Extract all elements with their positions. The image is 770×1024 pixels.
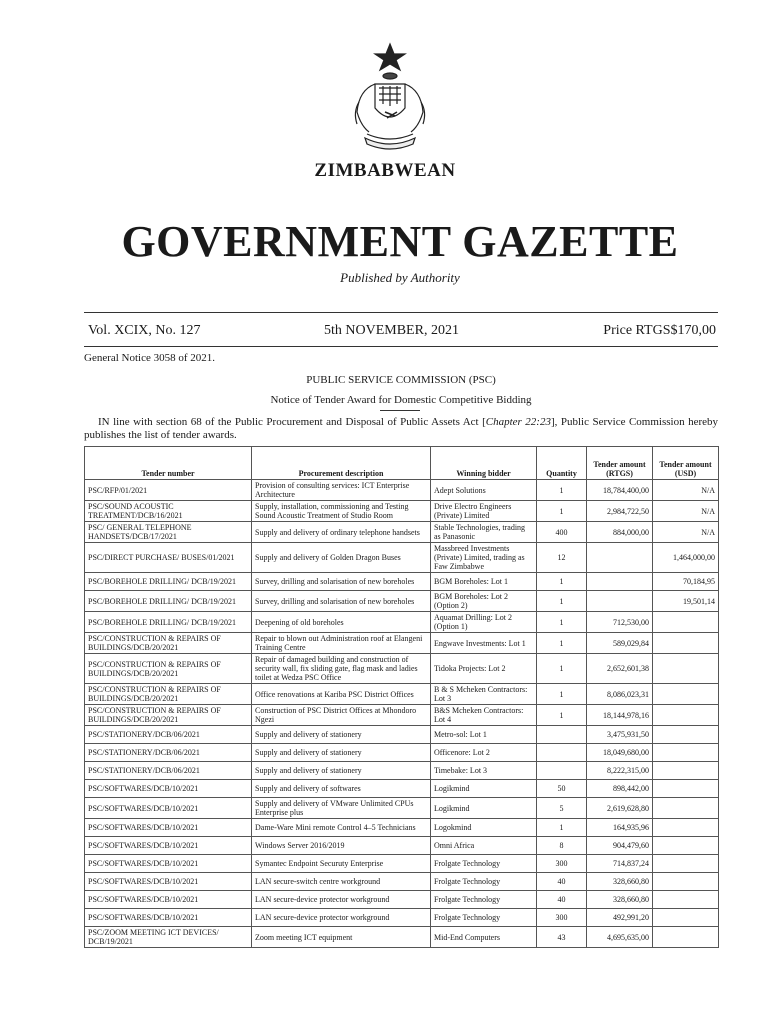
cell-tender-number: PSC/BOREHOLE DRILLING/ DCB/19/2021 [85,573,252,591]
cell-amount-usd [653,612,719,633]
cell-tender-number: PSC/SOFTWARES/DCB/10/2021 [85,798,252,819]
cell-quantity: 1 [537,705,587,726]
cell-tender-number: PSC/SOUND ACOUSTIC TREATMENT/DCB/16/2021 [85,501,252,522]
cell-amount-rtgs: 328,660,80 [587,873,653,891]
cell-amount-usd: N/A [653,522,719,543]
cell-winning-bidder: Logikmind [431,798,537,819]
cell-winning-bidder: Omni Africa [431,837,537,855]
notice-intro-paragraph: IN line with section 68 of the Public Procurement and Disposal of Public Assets Act [Chapter 22:23], Public Service Commission hereby publishes the list of tender awards. [84,416,718,441]
cell-quantity: 400 [537,522,587,543]
cell-tender-number: PSC/BOREHOLE DRILLING/ DCB/19/2021 [85,591,252,612]
cell-amount-usd [653,891,719,909]
cell-quantity: 1 [537,819,587,837]
cell-winning-bidder: BGM Boreholes: Lot 2 (Option 2) [431,591,537,612]
cell-quantity: 1 [537,612,587,633]
cell-description: Office renovations at Kariba PSC District Offices [252,684,431,705]
table-row [85,837,719,855]
cell-quantity: 40 [537,873,587,891]
cell-amount-rtgs: 8,086,023,31 [587,684,653,705]
volume-number: Vol. XCIX, No. 127 [88,323,201,338]
header-description: Procurement description [252,447,431,480]
cell-description: Dame-Ware Mini remote Control 4–5 Technicians [252,819,431,837]
cell-tender-number: PSC/ GENERAL TELEPHONE HANDSETS/DCB/17/2021 [85,522,252,543]
cell-tender-number: PSC/SOFTWARES/DCB/10/2021 [85,837,252,855]
cell-amount-rtgs: 2,984,722,50 [587,501,653,522]
cell-quantity: 300 [537,855,587,873]
cell-winning-bidder: B & S Mcheken Contractors: Lot 3 [431,684,537,705]
cell-description: Survey, drilling and solarisation of new boreholes [252,591,431,612]
table-row [85,927,719,948]
table-row [85,873,719,891]
cell-tender-number: PSC/SOFTWARES/DCB/10/2021 [85,855,252,873]
cell-amount-usd [653,633,719,654]
cell-description: Repair to blown out Administration roof at Elangeni Training Centre [252,633,431,654]
cell-winning-bidder: Timebake: Lot 3 [431,762,537,780]
table-row [85,480,719,501]
masthead-country: ZIMBABWEAN [314,160,456,181]
masthead-top-rule [84,312,718,313]
cell-amount-rtgs: 492,991,20 [587,909,653,927]
cell-amount-usd [653,855,719,873]
table-row [85,855,719,873]
cell-amount-rtgs: 164,935,96 [587,819,653,837]
table-row [85,744,719,762]
table-row [85,612,719,633]
cell-description: Construction of PSC District Offices at Mhondoro Ngezi [252,705,431,726]
cell-amount-usd [653,873,719,891]
cell-amount-usd [653,744,719,762]
cell-amount-usd: 1,464,000,00 [653,543,719,573]
cell-quantity: 1 [537,684,587,705]
table-row [85,654,719,684]
cell-tender-number: PSC/STATIONERY/DCB/06/2021 [85,762,252,780]
table-row [85,684,719,705]
cell-quantity [537,726,587,744]
header-quantity: Quantity [537,447,587,480]
table-row [85,909,719,927]
cell-winning-bidder: Aquamat Drilling: Lot 2 (Option 1) [431,612,537,633]
act-chapter: Chapter 22:23 [485,416,551,428]
issue-date: 5th NOVEMBER, 2021 [324,323,459,338]
cell-description: Survey, drilling and solarisation of new boreholes [252,573,431,591]
notice-title: Notice of Tender Award for Domestic Competitive Bidding [270,394,532,406]
cell-tender-number: PSC/SOFTWARES/DCB/10/2021 [85,873,252,891]
table-row [85,591,719,612]
cell-amount-usd [653,705,719,726]
cell-amount-rtgs: 712,530,00 [587,612,653,633]
cell-tender-number: PSC/SOFTWARES/DCB/10/2021 [85,909,252,927]
cell-amount-rtgs: 328,660,80 [587,891,653,909]
table-row [85,501,719,522]
cell-description: Repair of damaged building and construction of security wall, fix sliding gate, flag mask and ladies toilet at Wedza PSC Office [252,654,431,684]
cell-amount-usd: 19,501,14 [653,591,719,612]
table-row [85,780,719,798]
cell-amount-rtgs: 2,652,601,38 [587,654,653,684]
cell-amount-rtgs: 2,619,628,80 [587,798,653,819]
table-row [85,798,719,819]
cell-amount-rtgs [587,543,653,573]
cell-winning-bidder: Logikmind [431,780,537,798]
cell-description: Windows Server 2016/2019 [252,837,431,855]
cell-winning-bidder: Frolgate Technology [431,873,537,891]
cell-quantity: 300 [537,909,587,927]
cell-description: Supply and delivery of VMware Unlimited CPUs Enterprise plus [252,798,431,819]
cell-winning-bidder: Metro-sol: Lot 1 [431,726,537,744]
cell-amount-rtgs: 904,479,60 [587,837,653,855]
table-row [85,891,719,909]
cell-quantity: 12 [537,543,587,573]
cell-winning-bidder: Tidoka Projects: Lot 2 [431,654,537,684]
cell-winning-bidder: BGM Boreholes: Lot 1 [431,573,537,591]
header-amount-rtgs: Tender amount (RTGS) [587,447,653,480]
table-header-row [85,447,719,480]
cell-tender-number: PSC/CONSTRUCTION & REPAIRS OF BUILDINGS/DCB/20/2021 [85,684,252,705]
cell-amount-usd [653,780,719,798]
cell-winning-bidder: Mid-End Computers [431,927,537,948]
tender-awards-table [84,446,719,948]
cell-amount-usd [653,927,719,948]
general-notice-number: General Notice 3058 of 2021. [84,352,216,364]
cell-winning-bidder: Officenore: Lot 2 [431,744,537,762]
cell-amount-usd [653,819,719,837]
cell-tender-number: PSC/CONSTRUCTION & REPAIRS OF BUILDINGS/DCB/20/2021 [85,705,252,726]
cell-quantity: 8 [537,837,587,855]
cell-quantity: 1 [537,654,587,684]
cell-winning-bidder: Logokmind [431,819,537,837]
cell-quantity: 1 [537,573,587,591]
cell-tender-number: PSC/STATIONERY/DCB/06/2021 [85,726,252,744]
table-row [85,762,719,780]
cell-description: Zoom meeting ICT equipment [252,927,431,948]
cell-quantity: 5 [537,798,587,819]
table-row [85,573,719,591]
cell-amount-rtgs: 884,000,00 [587,522,653,543]
table-row [85,726,719,744]
cell-description: LAN secure-switch centre workground [252,873,431,891]
table-body [85,480,719,948]
cell-amount-rtgs: 589,029,84 [587,633,653,654]
cell-amount-rtgs: 18,784,400,00 [587,480,653,501]
cell-amount-rtgs: 18,049,680,00 [587,744,653,762]
cell-amount-rtgs: 714,837,24 [587,855,653,873]
cell-winning-bidder: Stable Technologies, trading as Panasonic [431,522,537,543]
header-winning-bidder: Winning bidder [431,447,537,480]
masthead-bottom-rule [84,346,718,347]
cell-amount-rtgs: 18,144,978,16 [587,705,653,726]
cell-description: LAN secure-device protector workground [252,891,431,909]
table-row [85,522,719,543]
coat-of-arms-emblem [345,42,435,162]
cell-winning-bidder: Frolgate Technology [431,855,537,873]
cell-amount-rtgs [587,573,653,591]
cell-description: Supply and delivery of softwares [252,780,431,798]
cell-amount-rtgs: 3,475,931,50 [587,726,653,744]
cell-quantity: 1 [537,633,587,654]
header-amount-usd: Tender amount (USD) [653,447,719,480]
cell-tender-number: PSC/ZOOM MEETING ICT DEVICES/ DCB/19/2021 [85,927,252,948]
table-row [85,543,719,573]
cell-winning-bidder: Massbreed Investments (Private) Limited, trading as Faw Zimbabwe [431,543,537,573]
cell-amount-rtgs [587,591,653,612]
issue-price: Price RTGS$170,00 [603,323,716,338]
notice-issuer: PUBLIC SERVICE COMMISSION (PSC) [306,374,496,386]
cell-amount-rtgs: 4,695,635,00 [587,927,653,948]
cell-amount-usd [653,684,719,705]
cell-description: Symantec Endpoint Securuty Enterprise [252,855,431,873]
cell-tender-number: PSC/SOFTWARES/DCB/10/2021 [85,819,252,837]
cell-winning-bidder: Frolgate Technology [431,909,537,927]
cell-tender-number: PSC/STATIONERY/DCB/06/2021 [85,744,252,762]
cell-description: Deepening of old boreholes [252,612,431,633]
table-row [85,705,719,726]
cell-description: Supply and delivery of stationery [252,762,431,780]
cell-amount-usd [653,654,719,684]
header-tender-number: Tender number [85,447,252,480]
cell-quantity: 40 [537,891,587,909]
table-row [85,819,719,837]
cell-tender-number: PSC/SOFTWARES/DCB/10/2021 [85,891,252,909]
gazette-title: GOVERNMENT GAZETTE [121,217,679,266]
cell-winning-bidder: Adept Solutions [431,480,537,501]
cell-winning-bidder: B&S Mcheken Contractors: Lot 4 [431,705,537,726]
cell-description: Supply and delivery of stationery [252,726,431,744]
cell-quantity: 1 [537,480,587,501]
masthead-info-bar [84,323,718,341]
cell-amount-usd [653,726,719,744]
cell-amount-usd [653,909,719,927]
cell-winning-bidder: Frolgate Technology [431,891,537,909]
cell-quantity: 43 [537,927,587,948]
cell-tender-number: PSC/BOREHOLE DRILLING/ DCB/19/2021 [85,612,252,633]
cell-description: Supply and delivery of ordinary telephone handsets [252,522,431,543]
title-divider [380,410,420,411]
cell-tender-number: PSC/CONSTRUCTION & REPAIRS OF BUILDINGS/DCB/20/2021 [85,633,252,654]
cell-quantity: 50 [537,780,587,798]
cell-description: Supply, installation, commissioning and Testing Sound Acoustic Treatment of Studio Room [252,501,431,522]
cell-tender-number: PSC/DIRECT PURCHASE/ BUSES/01/2021 [85,543,252,573]
cell-quantity: 1 [537,501,587,522]
cell-amount-usd: 70,184,95 [653,573,719,591]
cell-amount-usd [653,762,719,780]
cell-amount-rtgs: 8,222,315,00 [587,762,653,780]
cell-amount-usd: N/A [653,480,719,501]
cell-description: Provision of consulting services: ICT Enterprise Architecture [252,480,431,501]
cell-quantity [537,744,587,762]
cell-tender-number: PSC/RFP/01/2021 [85,480,252,501]
cell-tender-number: PSC/CONSTRUCTION & REPAIRS OF BUILDINGS/DCB/20/2021 [85,654,252,684]
cell-amount-usd [653,837,719,855]
cell-winning-bidder: Engwave Investments: Lot 1 [431,633,537,654]
cell-quantity: 1 [537,591,587,612]
cell-tender-number: PSC/SOFTWARES/DCB/10/2021 [85,780,252,798]
gazette-subtitle: Published by Authority [340,270,460,285]
cell-description: LAN secure-device protector workground [252,909,431,927]
cell-amount-usd: N/A [653,501,719,522]
cell-description: Supply and delivery of Golden Dragon Buses [252,543,431,573]
cell-winning-bidder: Drive Electro Engineers (Private) Limited [431,501,537,522]
cell-amount-rtgs: 898,442,00 [587,780,653,798]
cell-quantity [537,762,587,780]
cell-amount-usd [653,798,719,819]
cell-description: Supply and delivery of stationery [252,744,431,762]
table-row [85,633,719,654]
